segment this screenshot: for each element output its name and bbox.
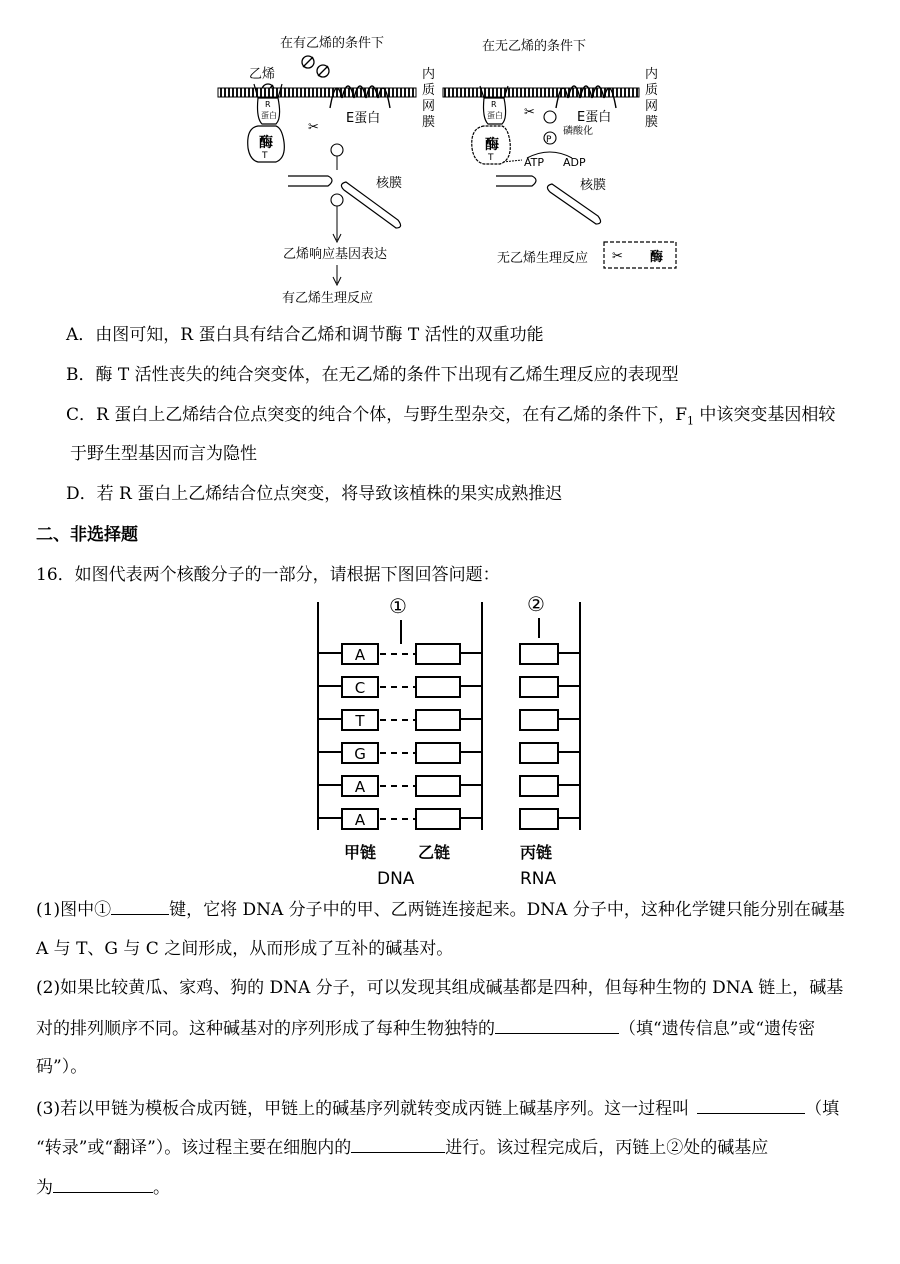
legend-scissors-icon: ✂ <box>612 249 623 264</box>
ethylene-label: 乙烯 <box>249 67 276 82</box>
chain-yi-label: 乙链 <box>418 843 451 862</box>
scissors-icon-right: ✂ <box>524 105 535 120</box>
answer-blank-2[interactable] <box>495 1015 619 1034</box>
er-membrane-label-left <box>422 66 435 130</box>
option-c-text2: 中该突变基因相较 <box>694 405 836 425</box>
ethylene-reaction-label: 有乙烯生理反应 <box>282 291 374 306</box>
r-protein-label2: 蛋白 <box>261 111 277 120</box>
e-protein-label-right: E蛋白 <box>577 110 612 125</box>
nuclear-pore-left <box>288 176 332 186</box>
atp-label: ATP <box>524 156 545 169</box>
q16-part1-cont: A 与 T、G 与 C 之间形成，从而形成了互补的碱基对。 <box>36 939 454 959</box>
ethylene-signaling-figure <box>0 0 900 320</box>
q16-part3-end: 。 <box>153 1178 170 1198</box>
left-condition-title: 在有乙烯的条件下 <box>280 36 385 51</box>
base-box-bing <box>520 809 558 829</box>
r-protein-label: R <box>265 100 271 109</box>
base-pair-row <box>318 710 580 730</box>
answer-blank-3[interactable] <box>697 1095 805 1114</box>
section-title: 二、非选择题 <box>36 525 138 545</box>
gene-expression-label: 乙烯响应基因表达 <box>283 247 388 262</box>
svg-text:膜: 膜 <box>422 115 436 130</box>
r-protein-label2-right: 蛋白 <box>487 111 503 120</box>
option-c-subscript: 1 <box>687 414 695 428</box>
fragment-circle <box>331 144 343 156</box>
answer-blank-1[interactable] <box>111 896 169 915</box>
q16-part2-cont: 码”）。 <box>36 1057 88 1077</box>
q16-part2-line2 <box>36 1015 866 1042</box>
q16-part3-line3 <box>36 1174 866 1201</box>
option-c-text: C．R 蛋白上乙烯结合位点突变的纯合个体，与野生型杂交，在有乙烯的条件下，F <box>66 405 688 425</box>
chain-bing-label: 丙链 <box>520 843 553 862</box>
base-letter: A <box>354 811 366 829</box>
answer-blank-4[interactable] <box>351 1134 445 1153</box>
base-box-bing <box>520 710 558 730</box>
answer-blank-5[interactable] <box>53 1174 153 1193</box>
base-pair-row <box>318 743 580 763</box>
base-letter: T <box>355 712 365 730</box>
dna-rna-figure <box>300 592 600 892</box>
enzyme-label: 酶 <box>259 135 273 151</box>
dna-label: DNA <box>377 869 415 889</box>
base-box-yi <box>416 776 460 796</box>
q16-part2-hint: （填“遗传信息”或“遗传密 <box>619 1019 816 1039</box>
option-a: A．由图可知，R 蛋白具有结合乙烯和调节酶 T 活性的双重功能 <box>66 325 544 345</box>
q16-part1 <box>36 896 866 923</box>
base-box-yi <box>416 677 460 697</box>
base-box-bing <box>520 776 558 796</box>
base-box-bing <box>520 677 558 697</box>
q16-part1-text: 键，它将 DNA 分子中的甲、乙两链连接起来。DNA 分子中，这种化学键只能分别在碱基 <box>169 900 845 920</box>
base-box-yi <box>416 710 460 730</box>
r-protein-label-right: R <box>491 100 497 109</box>
svg-text:质: 质 <box>422 83 436 98</box>
marker-2: ② <box>527 592 545 616</box>
q16-part3-hint: （填 <box>805 1099 840 1119</box>
q16-part3-text4: 为 <box>36 1178 53 1198</box>
er-membrane-right <box>443 88 639 97</box>
e-protein-label: E蛋白 <box>346 111 381 126</box>
svg-text:膜: 膜 <box>645 115 659 130</box>
base-pair-row <box>318 677 580 697</box>
option-c <box>66 402 896 434</box>
marker-1: ① <box>389 594 407 618</box>
base-letter: A <box>354 646 366 664</box>
base-letter: G <box>354 745 366 763</box>
q16-part3-text2: “转录”或“翻译”）。该过程主要在细胞内的 <box>36 1138 352 1158</box>
svg-text:内: 内 <box>422 67 436 82</box>
base-box-yi <box>416 809 460 829</box>
q16-part3 <box>36 1095 866 1122</box>
svg-text:网: 网 <box>422 99 436 114</box>
base-letter: C <box>354 679 366 697</box>
er-membrane-label-right <box>645 66 658 130</box>
no-reaction-label: 无乙烯生理反应 <box>497 251 589 266</box>
svg-text:网: 网 <box>645 99 659 114</box>
fragment-circle-2 <box>331 194 343 206</box>
option-d: D．若 R 蛋白上乙烯结合位点突变，将导致该植株的果实成熟推迟 <box>66 484 563 504</box>
base-box-bing <box>520 644 558 664</box>
base-pair-row <box>318 809 580 829</box>
chain-jia-label: 甲链 <box>344 843 377 862</box>
right-condition-title: 在无乙烯的条件下 <box>482 39 587 54</box>
q16-part2: (2)如果比较黄瓜、家鸡、狗的 DNA 分子，可以发现其组成碱基都是四种，但每种生物的 DNA 链上，碱基 <box>36 978 844 998</box>
q16-stem: 16．如图代表两个核酸分子的一部分，请根据下图回答问题： <box>36 565 500 585</box>
q16-part3-line2 <box>36 1134 866 1161</box>
enzyme-t-label-right: T <box>488 153 494 163</box>
phosphorylation-label: 磷酸化 <box>563 126 593 137</box>
enzyme-t-label: T <box>262 151 268 161</box>
q16-part2-text: 对的排列顺序不同。这种碱基对的序列形成了每种生物独特的 <box>36 1019 495 1039</box>
option-c-cont: 于野生型基因而言为隐性 <box>70 444 257 464</box>
rna-label: RNA <box>520 869 557 889</box>
adp-label: ADP <box>563 156 586 169</box>
option-b: B．酶 T 活性丧失的纯合突变体，在无乙烯的条件下出现有乙烯生理反应的表现型 <box>66 365 679 385</box>
base-box-bing <box>520 743 558 763</box>
legend-enzyme-label: 酶 <box>650 250 664 265</box>
fragment-circle-right <box>544 111 556 123</box>
q16-part3-text3: 进行。该过程完成后，丙链上②处的碱基应 <box>445 1138 769 1158</box>
nuclear-membrane-label-right: 核膜 <box>580 178 607 193</box>
nuclear-membrane-label-left: 核膜 <box>376 176 403 191</box>
q16-part1-label: (1)图中① <box>36 900 112 920</box>
base-box-yi <box>416 743 460 763</box>
base-box-yi <box>416 644 460 664</box>
scissors-icon: ✂ <box>308 120 319 135</box>
phosphate-label: P <box>546 135 552 145</box>
svg-text:质: 质 <box>645 83 659 98</box>
q16-part3-text: (3)若以甲链为模板合成丙链，甲链上的碱基序列就转变成丙链上碱基序列。这一过程叫 <box>36 1099 690 1119</box>
nuclear-pore-right <box>496 176 536 186</box>
base-pair-row <box>318 776 580 796</box>
base-pair-row <box>318 644 580 664</box>
enzyme-label-right: 酶 <box>485 137 499 153</box>
svg-text:内: 内 <box>645 67 659 82</box>
base-letter: A <box>354 778 366 796</box>
